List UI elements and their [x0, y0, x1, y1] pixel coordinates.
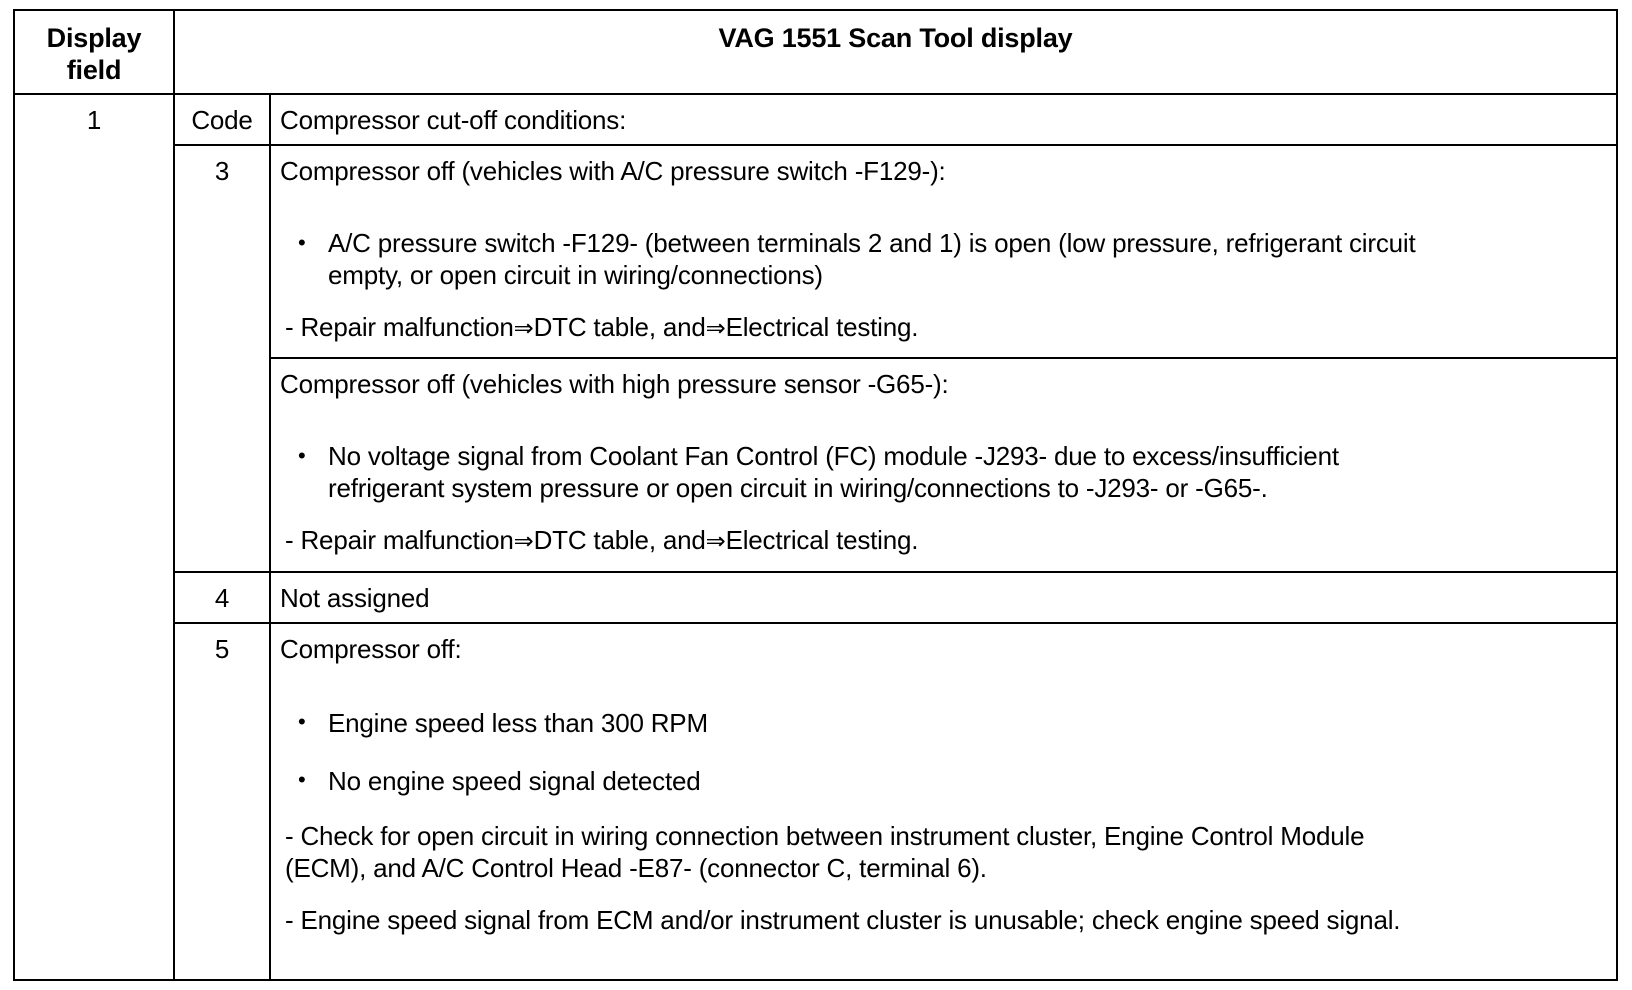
row-divider-code-header	[173, 144, 1618, 146]
cutoff-conditions-title: Compressor cut-off conditions:	[280, 105, 627, 135]
code5-check-line1: - Check for open circuit in wiring connection between instrument cluster, Engine Control Module	[285, 821, 1365, 851]
table-border-top	[13, 9, 1618, 11]
code3-a-repair	[285, 311, 918, 344]
bullet-icon: •	[298, 767, 306, 792]
code3-a-title: Compressor off (vehicles with A/C pressure switch -F129-):	[280, 156, 946, 186]
row-divider-code3-split	[269, 357, 1618, 359]
code5-signal-line: - Engine speed signal from ECM and/or instrument cluster is unusable; check engine speed signal.	[285, 905, 1401, 935]
table-border-right	[1616, 9, 1618, 981]
row-divider-code4	[173, 571, 1618, 573]
code4-text: Not assigned	[280, 583, 430, 613]
table-border-bottom	[13, 979, 1618, 981]
code3-a-bullet-line1: A/C pressure switch -F129- (between terminals 2 and 1) is open (low pressure, refrigerant circuit	[328, 228, 1416, 258]
bullet-icon: •	[298, 709, 306, 734]
header-scan-tool-display: VAG 1551 Scan Tool display	[718, 23, 1073, 53]
code-5: 5	[214, 634, 230, 664]
electrical-testing-link: Electrical testing.	[725, 312, 919, 342]
header-display-field-line2: field	[66, 55, 122, 85]
code3-b-title: Compressor off (vehicles with high pressure sensor -G65-):	[280, 369, 949, 399]
code-4: 4	[214, 583, 230, 613]
code-column-label: Code	[191, 105, 253, 135]
header-display-field	[15, 22, 173, 86]
arrow-right-icon: ⇒	[513, 314, 534, 342]
electrical-testing-link: Electrical testing.	[725, 525, 919, 555]
table-border-left	[13, 9, 15, 981]
repair-text: - Repair malfunction	[285, 525, 514, 555]
header-divider	[13, 93, 1618, 95]
row-divider-code5	[173, 622, 1618, 624]
column-divider-code	[269, 93, 271, 981]
bullet-icon: •	[298, 230, 306, 255]
code5-bullet-2: No engine speed signal detected	[328, 766, 701, 796]
arrow-right-icon: ⇒	[705, 527, 726, 555]
code5-title: Compressor off:	[280, 634, 462, 664]
code3-b-repair	[285, 524, 918, 557]
code-3: 3	[214, 156, 230, 186]
arrow-right-icon: ⇒	[513, 527, 534, 555]
repair-text: - Repair malfunction	[285, 312, 514, 342]
code5-check-line2: (ECM), and A/C Control Head -E87- (connector C, terminal 6).	[285, 853, 987, 883]
header-display-field-line1: Display	[46, 23, 142, 53]
code5-bullet-1: Engine speed less than 300 RPM	[328, 708, 708, 738]
code3-b-bullet-line1: No voltage signal from Coolant Fan Control (FC) module -J293- due to excess/insufficient	[328, 441, 1339, 471]
bullet-icon: •	[298, 443, 306, 468]
display-field-value: 1	[86, 105, 102, 135]
code3-a-bullet-line2: empty, or open circuit in wiring/connections)	[328, 260, 823, 290]
code3-b-bullet-line2: refrigerant system pressure or open circuit in wiring/connections to -J293- or -G65-.	[328, 473, 1268, 503]
dtc-table-link: DTC table, and	[533, 312, 706, 342]
arrow-right-icon: ⇒	[705, 314, 726, 342]
dtc-table-link: DTC table, and	[533, 525, 706, 555]
